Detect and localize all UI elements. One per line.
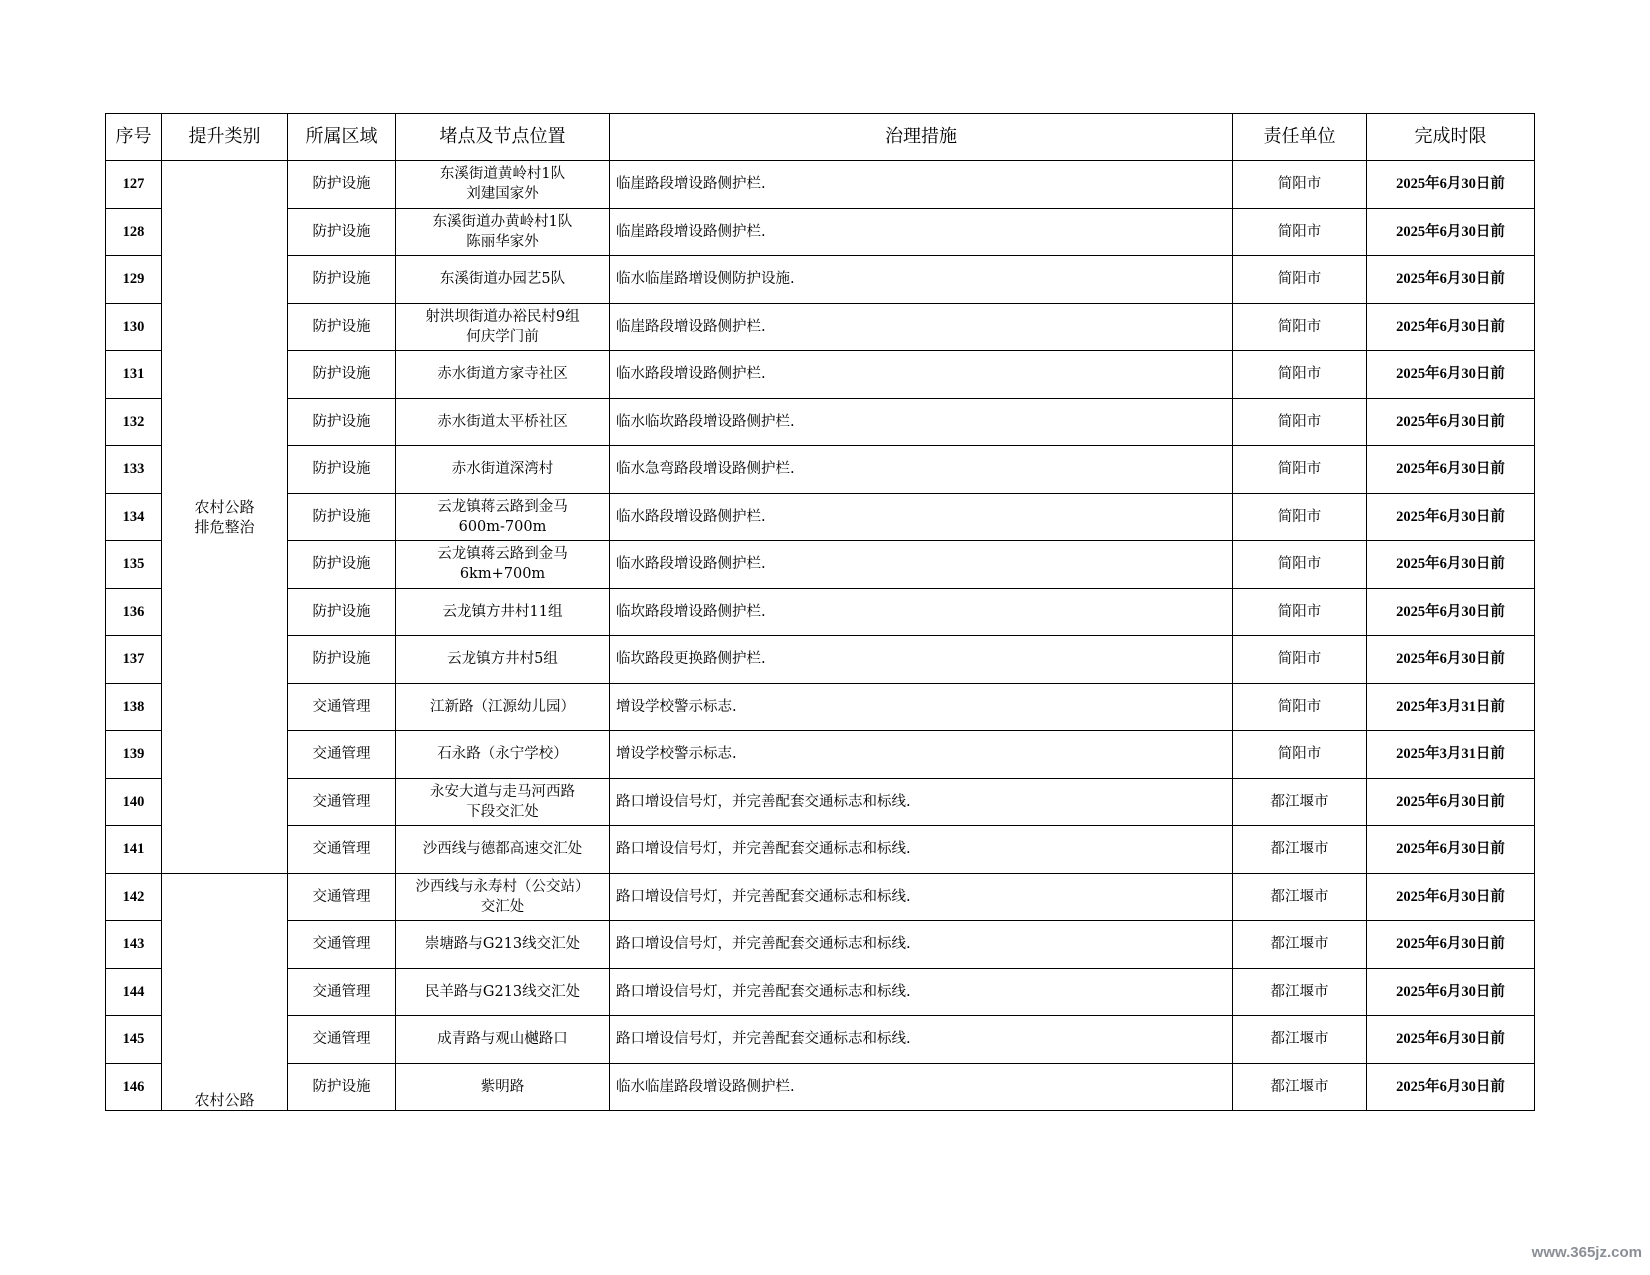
measure-cell: 临水路段增设路侧护栏. [610, 541, 1233, 589]
location-cell [396, 256, 610, 304]
unit-cell: 简阳市 [1233, 636, 1367, 684]
measure-cell: 临坎路段更换路侧护栏. [610, 636, 1233, 684]
deadline-cell: 2025年6月30日前 [1367, 1063, 1535, 1111]
unit-cell: 简阳市 [1233, 446, 1367, 494]
table-header-row [106, 114, 1535, 161]
area-cell: 防护设施 [288, 351, 396, 399]
location-line: 赤水街道深湾村 [451, 461, 554, 478]
measure-cell: 增设学校警示标志. [610, 731, 1233, 779]
measure-cell: 临水路段增设路侧护栏. [610, 351, 1233, 399]
table-row [106, 541, 1535, 589]
location-cell [396, 351, 610, 399]
deadline-cell: 2025年6月30日前 [1367, 446, 1535, 494]
location-line: 东溪街道办黄岭村1队 [432, 213, 573, 230]
row-number-cell: 135 [106, 541, 162, 589]
table-row [106, 731, 1535, 779]
row-number-cell: 134 [106, 493, 162, 541]
header-cell-location: 堵点及节点位置 [396, 114, 610, 161]
location-cell [396, 826, 610, 874]
deadline-cell: 2025年6月30日前 [1367, 398, 1535, 446]
unit-cell: 简阳市 [1233, 351, 1367, 399]
deadline-cell: 2025年6月30日前 [1367, 256, 1535, 304]
table-body [106, 161, 1535, 1111]
row-number-cell: 137 [106, 636, 162, 684]
row-number-cell: 128 [106, 208, 162, 256]
measure-cell: 临水路段增设路侧护栏. [610, 493, 1233, 541]
row-number-cell: 132 [106, 398, 162, 446]
table-row [106, 161, 1535, 209]
unit-cell: 都江堰市 [1233, 1016, 1367, 1064]
area-cell: 防护设施 [288, 161, 396, 209]
deadline-cell: 2025年6月30日前 [1367, 303, 1535, 351]
unit-cell: 都江堰市 [1233, 778, 1367, 826]
table-row [106, 446, 1535, 494]
row-number-cell: 138 [106, 683, 162, 731]
location-cell [396, 968, 610, 1016]
table-row [106, 968, 1535, 1016]
location-cell [396, 731, 610, 779]
location-cell [396, 873, 610, 921]
measure-cell: 路口增设信号灯，并完善配套交通标志和标线. [610, 1016, 1233, 1064]
location-cell [396, 208, 610, 256]
location-line: 东溪街道黄岭村1队 [439, 166, 566, 183]
table-row [106, 826, 1535, 874]
deadline-cell: 2025年3月31日前 [1367, 731, 1535, 779]
area-cell: 交通管理 [288, 731, 396, 779]
measure-cell: 临崖路段增设路侧护栏. [610, 303, 1233, 351]
location-line: 下段交汇处 [466, 803, 539, 820]
location-line: 射洪坝街道办裕民村9组 [425, 308, 580, 325]
location-cell [396, 1016, 610, 1064]
table-row [106, 873, 1535, 921]
location-cell [396, 636, 610, 684]
area-cell: 交通管理 [288, 921, 396, 969]
table-row [106, 1063, 1535, 1111]
unit-cell: 简阳市 [1233, 683, 1367, 731]
location-cell [396, 683, 610, 731]
header-cell-category: 提升类别 [162, 114, 288, 161]
deadline-cell: 2025年6月30日前 [1367, 1016, 1535, 1064]
header-cell-area: 所属区域 [288, 114, 396, 161]
area-cell: 交通管理 [288, 778, 396, 826]
table-row [106, 921, 1535, 969]
area-cell: 防护设施 [288, 256, 396, 304]
watermark-text: www.365jz.com [1531, 1244, 1642, 1261]
location-line: 陈丽华家外 [466, 233, 539, 250]
location-line: 成青路与观山樾路口 [437, 1031, 568, 1048]
table-row [106, 683, 1535, 731]
unit-cell: 都江堰市 [1233, 968, 1367, 1016]
location-cell [396, 588, 610, 636]
deadline-cell: 2025年6月30日前 [1367, 541, 1535, 589]
unit-cell: 都江堰市 [1233, 826, 1367, 874]
category-label-line: 排危整治 [194, 517, 255, 536]
row-number-cell: 139 [106, 731, 162, 779]
area-cell: 防护设施 [288, 636, 396, 684]
header-cell-measure: 治理措施 [610, 114, 1233, 161]
measure-cell: 临崖路段增设路侧护栏. [610, 161, 1233, 209]
area-cell: 防护设施 [288, 446, 396, 494]
location-cell [396, 921, 610, 969]
measure-cell: 临水临崖路段增设路侧护栏. [610, 1063, 1233, 1111]
row-number-cell: 141 [106, 826, 162, 874]
location-line: 沙西线与永寿村（公交站） [415, 878, 590, 895]
data-table-container [105, 113, 1535, 1111]
deadline-cell: 2025年6月30日前 [1367, 636, 1535, 684]
measure-cell: 路口增设信号灯，并完善配套交通标志和标线. [610, 968, 1233, 1016]
row-number-cell: 131 [106, 351, 162, 399]
category-cell [162, 161, 288, 874]
location-cell [396, 541, 610, 589]
location-line: 石永路（永宁学校） [437, 746, 568, 763]
table-row [106, 398, 1535, 446]
area-cell: 防护设施 [288, 541, 396, 589]
unit-cell: 简阳市 [1233, 588, 1367, 636]
area-cell: 防护设施 [288, 208, 396, 256]
unit-cell: 简阳市 [1233, 731, 1367, 779]
area-cell: 交通管理 [288, 826, 396, 874]
location-line: 赤水街道方家寺社区 [437, 366, 568, 383]
category-label-line: 农村公路 [194, 1091, 255, 1109]
deadline-cell: 2025年6月30日前 [1367, 493, 1535, 541]
deadline-cell: 2025年6月30日前 [1367, 778, 1535, 826]
row-number-cell: 144 [106, 968, 162, 1016]
row-number-cell: 145 [106, 1016, 162, 1064]
location-line: 江新路（江源幼儿园） [430, 698, 575, 715]
location-line: 云龙镇方井村5组 [447, 651, 558, 668]
unit-cell: 都江堰市 [1233, 921, 1367, 969]
table-row [106, 351, 1535, 399]
location-line: 崇塘路与G213线交汇处 [424, 936, 581, 953]
table-row [106, 778, 1535, 826]
area-cell: 防护设施 [288, 398, 396, 446]
measure-cell: 增设学校警示标志. [610, 683, 1233, 731]
row-number-cell: 130 [106, 303, 162, 351]
table-row [106, 1016, 1535, 1064]
location-line: 东溪街道办园艺5队 [439, 271, 566, 288]
location-line: 何庆学门前 [466, 328, 539, 345]
location-line: 民羊路与G213线交汇处 [424, 983, 581, 1000]
unit-cell: 简阳市 [1233, 493, 1367, 541]
header-cell-number: 序号 [106, 114, 162, 161]
location-cell [396, 303, 610, 351]
area-cell: 防护设施 [288, 588, 396, 636]
measure-cell: 路口增设信号灯，并完善配套交通标志和标线. [610, 778, 1233, 826]
area-cell: 交通管理 [288, 1016, 396, 1064]
measure-cell: 临水临坎路段增设路侧护栏. [610, 398, 1233, 446]
row-number-cell: 143 [106, 921, 162, 969]
table-row [106, 493, 1535, 541]
header-cell-unit: 责任单位 [1233, 114, 1367, 161]
table-row [106, 636, 1535, 684]
category-cell [162, 873, 288, 1111]
location-cell [396, 446, 610, 494]
data-table [105, 113, 1535, 1111]
unit-cell: 都江堰市 [1233, 1063, 1367, 1111]
deadline-cell: 2025年6月30日前 [1367, 873, 1535, 921]
location-line: 交汇处 [480, 898, 525, 915]
row-number-cell: 127 [106, 161, 162, 209]
table-row [106, 588, 1535, 636]
area-cell: 防护设施 [288, 1063, 396, 1111]
unit-cell: 简阳市 [1233, 303, 1367, 351]
measure-cell: 临崖路段增设路侧护栏. [610, 208, 1233, 256]
unit-cell: 简阳市 [1233, 161, 1367, 209]
unit-cell: 简阳市 [1233, 541, 1367, 589]
row-number-cell: 142 [106, 873, 162, 921]
area-cell: 交通管理 [288, 683, 396, 731]
location-cell [396, 778, 610, 826]
row-number-cell: 136 [106, 588, 162, 636]
location-line: 云龙镇蒋云路到金马 [437, 498, 568, 515]
area-cell: 交通管理 [288, 873, 396, 921]
header-cell-deadline: 完成时限 [1367, 114, 1535, 161]
location-line: 赤水街道太平桥社区 [437, 413, 568, 430]
measure-cell: 路口增设信号灯，并完善配套交通标志和标线. [610, 921, 1233, 969]
location-line: 6km+700m [459, 566, 546, 583]
deadline-cell: 2025年6月30日前 [1367, 208, 1535, 256]
row-number-cell: 129 [106, 256, 162, 304]
location-line: 600m-700m [458, 518, 547, 535]
deadline-cell: 2025年6月30日前 [1367, 588, 1535, 636]
row-number-cell: 133 [106, 446, 162, 494]
location-line: 永安大道与走马河西路 [430, 783, 575, 800]
location-line: 刘建国家外 [466, 186, 539, 203]
deadline-cell: 2025年6月30日前 [1367, 161, 1535, 209]
area-cell: 防护设施 [288, 303, 396, 351]
location-line: 云龙镇蒋云路到金马 [437, 546, 568, 563]
category-label-line: 农村公路 [194, 497, 255, 516]
row-number-cell: 140 [106, 778, 162, 826]
location-cell [396, 161, 610, 209]
area-cell: 交通管理 [288, 968, 396, 1016]
table-row [106, 256, 1535, 304]
deadline-cell: 2025年6月30日前 [1367, 351, 1535, 399]
measure-cell: 路口增设信号灯，并完善配套交通标志和标线. [610, 873, 1233, 921]
row-number-cell: 146 [106, 1063, 162, 1111]
location-line: 沙西线与德都高速交汇处 [422, 841, 583, 858]
measure-cell: 临坎路段增设路侧护栏. [610, 588, 1233, 636]
location-line: 紫明路 [480, 1078, 525, 1095]
unit-cell: 都江堰市 [1233, 873, 1367, 921]
area-cell: 防护设施 [288, 493, 396, 541]
table-row [106, 303, 1535, 351]
location-line: 云龙镇方井村11组 [442, 603, 563, 620]
deadline-cell: 2025年6月30日前 [1367, 826, 1535, 874]
location-cell [396, 1063, 610, 1111]
table-row [106, 208, 1535, 256]
deadline-cell: 2025年6月30日前 [1367, 968, 1535, 1016]
measure-cell: 临水急弯路段增设路侧护栏. [610, 446, 1233, 494]
deadline-cell: 2025年3月31日前 [1367, 683, 1535, 731]
location-cell [396, 398, 610, 446]
measure-cell: 路口增设信号灯，并完善配套交通标志和标线. [610, 826, 1233, 874]
unit-cell: 简阳市 [1233, 256, 1367, 304]
deadline-cell: 2025年6月30日前 [1367, 921, 1535, 969]
unit-cell: 简阳市 [1233, 398, 1367, 446]
location-cell [396, 493, 610, 541]
measure-cell: 临水临崖路增设侧防护设施. [610, 256, 1233, 304]
unit-cell: 简阳市 [1233, 208, 1367, 256]
